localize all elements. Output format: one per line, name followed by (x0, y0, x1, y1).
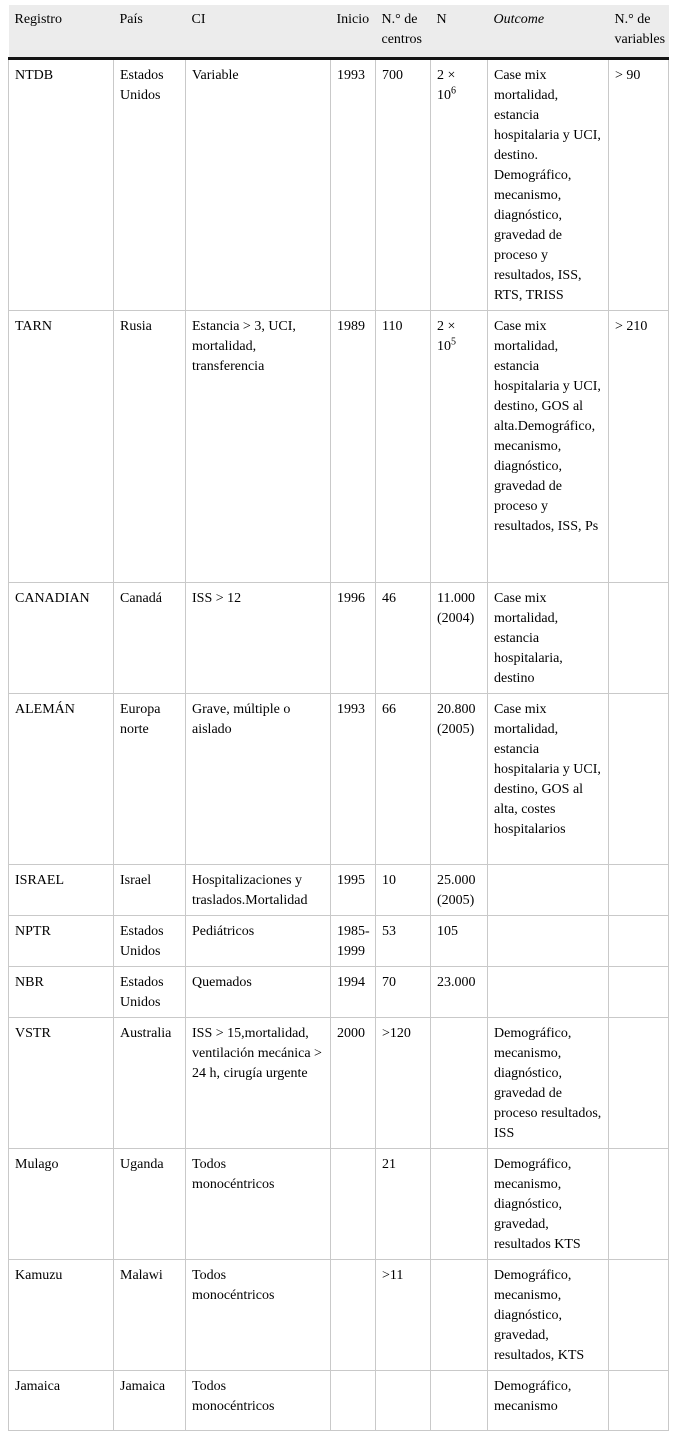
table-row (9, 1371, 669, 1431)
cell-pais: Jamaica (114, 1371, 186, 1431)
cell-inicio: 1996 (331, 583, 376, 694)
cell-registro: NBR (9, 967, 114, 1018)
cell-n: 2 × $10^6$ (431, 59, 488, 311)
cell-pais: Estados Unidos (114, 967, 186, 1018)
cell-pais: Europa norte (114, 694, 186, 865)
cell-inicio: 1993 (331, 59, 376, 311)
cell-inicio: 1993 (331, 694, 376, 865)
cell-inicio: 1989 (331, 311, 376, 583)
cell-variables (609, 1260, 669, 1371)
cell-centros: 70 (376, 967, 431, 1018)
cell-outcome: Demográfico, mecanismo (488, 1371, 609, 1431)
cell-centros: 66 (376, 694, 431, 865)
table-row (9, 59, 669, 311)
cell-variables (609, 694, 669, 865)
cell-registro: VSTR (9, 1018, 114, 1149)
table-row (9, 1149, 669, 1260)
cell-n: 23.000 (431, 967, 488, 1018)
cell-outcome: Case mix mortalidad, estancia hospitalaria y UCI, destino, GOS al alta.Demográfico, mecanismo, diagnóstico, gravedad de proceso y resultados, ISS, Ps (488, 311, 609, 583)
cell-variables (609, 865, 669, 916)
cell-registro: Mulago (9, 1149, 114, 1260)
cell-n (431, 1260, 488, 1371)
table-row (9, 916, 669, 967)
col-header-n: N (431, 5, 488, 59)
cell-ci: Hospitalizaciones y traslados.Mortalidad (186, 865, 331, 916)
cell-n: 2 × $10^5$ (431, 311, 488, 583)
table-row (9, 1260, 669, 1371)
col-header-outcome: Outcome (488, 5, 609, 59)
cell-outcome: Case mix mortalidad, estancia hospitalaria y UCI, destino, GOS al alta, costes hospitalarios (488, 694, 609, 865)
cell-registro: NTDB (9, 59, 114, 311)
table-row (9, 1018, 669, 1149)
cell-registro: CANADIAN (9, 583, 114, 694)
cell-inicio: 2000 (331, 1018, 376, 1149)
col-header-inicio: Inicio (331, 5, 376, 59)
cell-n (431, 1018, 488, 1149)
cell-inicio (331, 1371, 376, 1431)
cell-pais: Rusia (114, 311, 186, 583)
col-header-centros: N.° de centros (376, 5, 431, 59)
cell-inicio: 1995 (331, 865, 376, 916)
cell-ci: Pediátricos (186, 916, 331, 967)
cell-centros (376, 1371, 431, 1431)
cell-variables (609, 583, 669, 694)
cell-centros: 21 (376, 1149, 431, 1260)
col-header-variables: N.° de variables (609, 5, 669, 59)
cell-pais: Estados Unidos (114, 916, 186, 967)
cell-n (431, 1371, 488, 1431)
table-row (9, 967, 669, 1018)
cell-n: 105 (431, 916, 488, 967)
cell-variables: > 90 (609, 59, 669, 311)
cell-pais: Estados Unidos (114, 59, 186, 311)
cell-centros: 46 (376, 583, 431, 694)
cell-variables (609, 1149, 669, 1260)
cell-inicio: 1985- 1999 (331, 916, 376, 967)
cell-outcome: Demográfico, mecanismo, diagnóstico, gravedad de proceso resultados, ISS (488, 1018, 609, 1149)
cell-inicio (331, 1260, 376, 1371)
cell-ci: Quemados (186, 967, 331, 1018)
cell-variables (609, 1018, 669, 1149)
trauma-registries-table (8, 5, 669, 1431)
table-row (9, 583, 669, 694)
cell-registro: Kamuzu (9, 1260, 114, 1371)
cell-registro: TARN (9, 311, 114, 583)
cell-ci: Grave, múltiple o aislado (186, 694, 331, 865)
cell-ci: Todos monocéntricos (186, 1149, 331, 1260)
table-row (9, 694, 669, 865)
cell-ci: Variable (186, 59, 331, 311)
cell-n: 11.000 (2004) (431, 583, 488, 694)
cell-n: 25.000 (2005) (431, 865, 488, 916)
cell-pais: Canadá (114, 583, 186, 694)
cell-pais: Uganda (114, 1149, 186, 1260)
cell-ci: ISS > 15,mortalidad, ventilación mecánica > 24 h, cirugía urgente (186, 1018, 331, 1149)
cell-ci: Todos monocéntricos (186, 1260, 331, 1371)
table-row (9, 311, 669, 583)
cell-centros: >11 (376, 1260, 431, 1371)
cell-outcome: Case mix mortalidad, estancia hospitalaria, destino (488, 583, 609, 694)
col-header-ci: CI (186, 5, 331, 59)
cell-n: 20.800 (2005) (431, 694, 488, 865)
cell-outcome (488, 916, 609, 967)
cell-pais: Malawi (114, 1260, 186, 1371)
cell-registro: Jamaica (9, 1371, 114, 1431)
cell-inicio (331, 1149, 376, 1260)
cell-centros: 10 (376, 865, 431, 916)
cell-outcome: Case mix mortalidad, estancia hospitalaria y UCI, destino. Demográfico, mecanismo, diagnóstico, gravedad de proceso y resultados, ISS, RTS, TRISS (488, 59, 609, 311)
cell-inicio: 1994 (331, 967, 376, 1018)
trauma-registries-table-container (8, 5, 669, 1431)
cell-n (431, 1149, 488, 1260)
col-header-registro: Registro (9, 5, 114, 59)
cell-outcome: Demográfico, mecanismo, diagnóstico, gravedad, resultados, KTS (488, 1260, 609, 1371)
cell-registro: ISRAEL (9, 865, 114, 916)
cell-outcome (488, 967, 609, 1018)
cell-variables (609, 967, 669, 1018)
cell-centros: 53 (376, 916, 431, 967)
cell-outcome (488, 865, 609, 916)
cell-variables (609, 1371, 669, 1431)
cell-pais: Australia (114, 1018, 186, 1149)
cell-ci: Estancia > 3, UCI, mortalidad, transferencia (186, 311, 331, 583)
cell-variables: > 210 (609, 311, 669, 583)
cell-ci: Todos monocéntricos (186, 1371, 331, 1431)
cell-variables (609, 916, 669, 967)
col-header-pais: País (114, 5, 186, 59)
header-row (9, 5, 669, 59)
table-row (9, 865, 669, 916)
cell-ci: ISS > 12 (186, 583, 331, 694)
cell-pais: Israel (114, 865, 186, 916)
cell-registro: NPTR (9, 916, 114, 967)
cell-centros: >120 (376, 1018, 431, 1149)
cell-registro: ALEMÁN (9, 694, 114, 865)
cell-centros: 110 (376, 311, 431, 583)
cell-outcome: Demográfico, mecanismo, diagnóstico, gravedad, resultados KTS (488, 1149, 609, 1260)
cell-centros: 700 (376, 59, 431, 311)
